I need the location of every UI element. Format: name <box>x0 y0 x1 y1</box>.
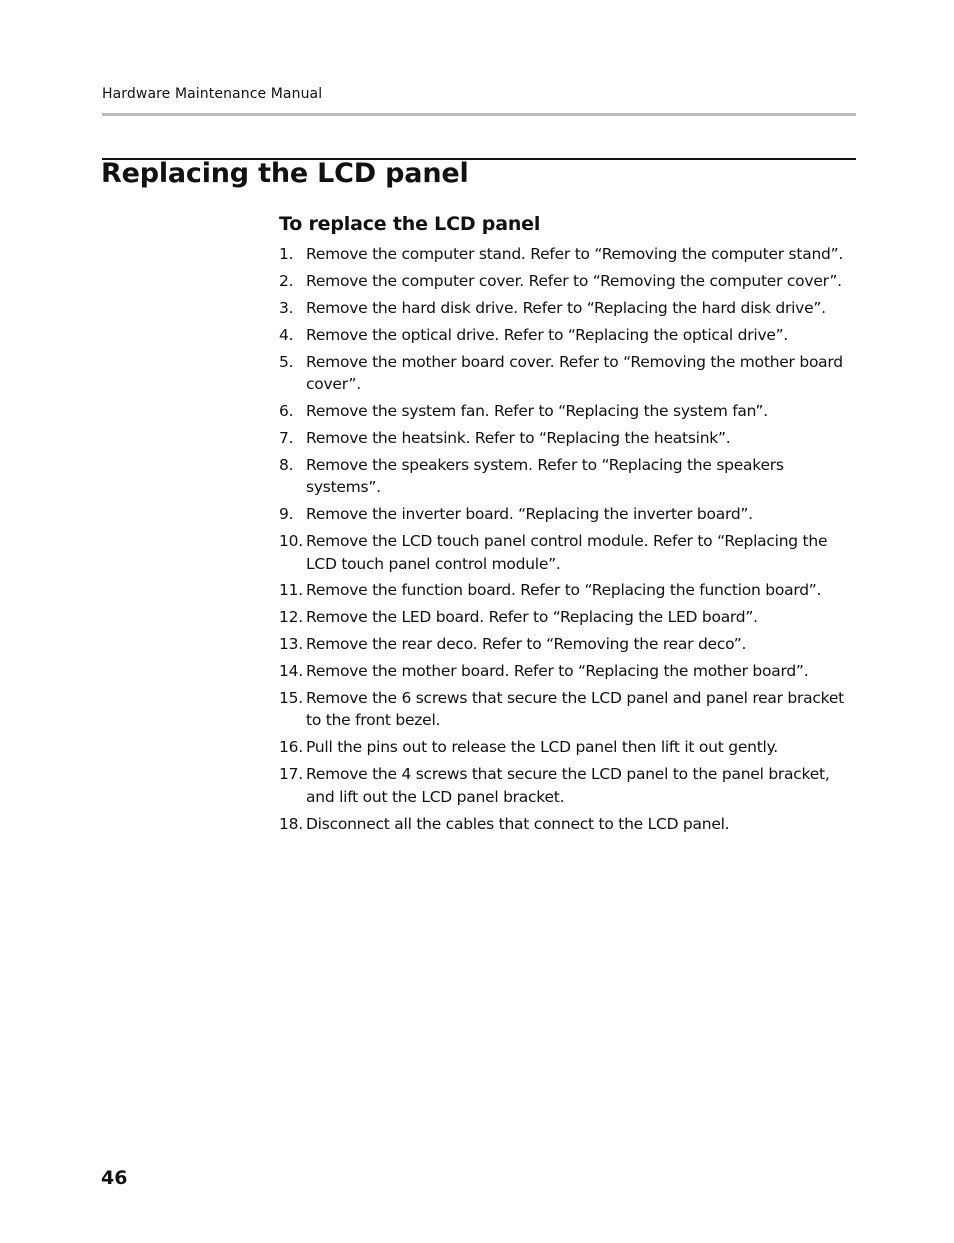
step-12 <box>279 606 859 629</box>
step-text: Remove the LED board. Refer to “Replacing the LED board”. <box>306 608 758 627</box>
step-text: Pull the pins out to release the LCD panel then lift it out gently. <box>306 738 778 757</box>
step-number: 6. <box>279 401 294 420</box>
step-15 <box>279 687 859 732</box>
step-8 <box>279 454 859 499</box>
step-text: Remove the function board. Refer to “Replacing the function board”. <box>306 581 822 600</box>
step-text: Remove the LCD touch panel control module. Refer to “Replacing the LCD touch panel control module”. <box>306 532 828 573</box>
step-11 <box>279 579 859 602</box>
step-number: 17. <box>279 765 303 784</box>
step-4 <box>279 324 859 347</box>
step-13 <box>279 633 859 656</box>
step-18 <box>279 813 859 836</box>
step-number: 2. <box>279 271 294 290</box>
step-10 <box>279 530 859 575</box>
step-5 <box>279 351 859 396</box>
step-number: 7. <box>279 428 294 447</box>
step-3 <box>279 297 859 320</box>
step-number: 8. <box>279 455 294 474</box>
step-number: 4. <box>279 325 294 344</box>
step-number: 18. <box>279 814 303 833</box>
step-text: Remove the optical drive. Refer to “Replacing the optical drive”. <box>306 325 789 344</box>
step-2 <box>279 270 859 293</box>
step-number: 15. <box>279 688 303 707</box>
page-number: 46 <box>101 1167 128 1189</box>
page-title: Replacing the LCD panel <box>101 158 469 189</box>
step-text: Remove the system fan. Refer to “Replacing the system fan”. <box>306 401 768 420</box>
step-6 <box>279 400 859 423</box>
step-text: Remove the speakers system. Refer to “Replacing the speakers systems”. <box>306 455 784 497</box>
step-text: Remove the rear deco. Refer to “Removing the rear deco”. <box>306 635 747 654</box>
step-text: Remove the 4 screws that secure the LCD panel to the panel bracket, and lift out the LCD panel bracket. <box>306 765 830 806</box>
step-17 <box>279 763 859 808</box>
step-16 <box>279 736 859 759</box>
step-number: 11. <box>279 581 303 600</box>
step-number: 14. <box>279 662 303 681</box>
step-number: 12. <box>279 608 303 627</box>
step-number: 13. <box>279 635 303 654</box>
step-number: 5. <box>279 352 294 371</box>
running-header: Hardware Maintenance Manual <box>102 86 323 102</box>
step-number: 10. <box>279 532 303 551</box>
step-text: Remove the inverter board. “Replacing the inverter board”. <box>306 505 753 524</box>
header-divider <box>102 113 856 116</box>
step-text: Remove the heatsink. Refer to “Replacing the heatsink”. <box>306 428 731 447</box>
step-text: Remove the computer stand. Refer to “Removing the computer stand”. <box>306 245 844 263</box>
step-number: 1. <box>279 245 294 263</box>
step-7 <box>279 427 859 450</box>
step-number: 3. <box>279 298 294 317</box>
step-text: Remove the 6 screws that secure the LCD panel and panel rear bracket to the front bezel. <box>306 688 844 730</box>
step-text: Remove the computer cover. Refer to “Removing the computer cover”. <box>306 271 842 290</box>
step-1 <box>279 243 859 266</box>
section-heading: To replace the LCD panel <box>279 213 541 235</box>
steps-list <box>279 243 859 840</box>
step-9 <box>279 503 859 526</box>
step-text: Remove the mother board cover. Refer to “Removing the mother board cover”. <box>306 352 843 394</box>
step-text: Disconnect all the cables that connect to the LCD panel. <box>306 814 730 833</box>
step-14 <box>279 660 859 683</box>
step-text: Remove the mother board. Refer to “Replacing the mother board”. <box>306 662 809 681</box>
step-text: Remove the hard disk drive. Refer to “Replacing the hard disk drive”. <box>306 298 826 317</box>
step-number: 16. <box>279 738 303 757</box>
step-number: 9. <box>279 505 294 524</box>
